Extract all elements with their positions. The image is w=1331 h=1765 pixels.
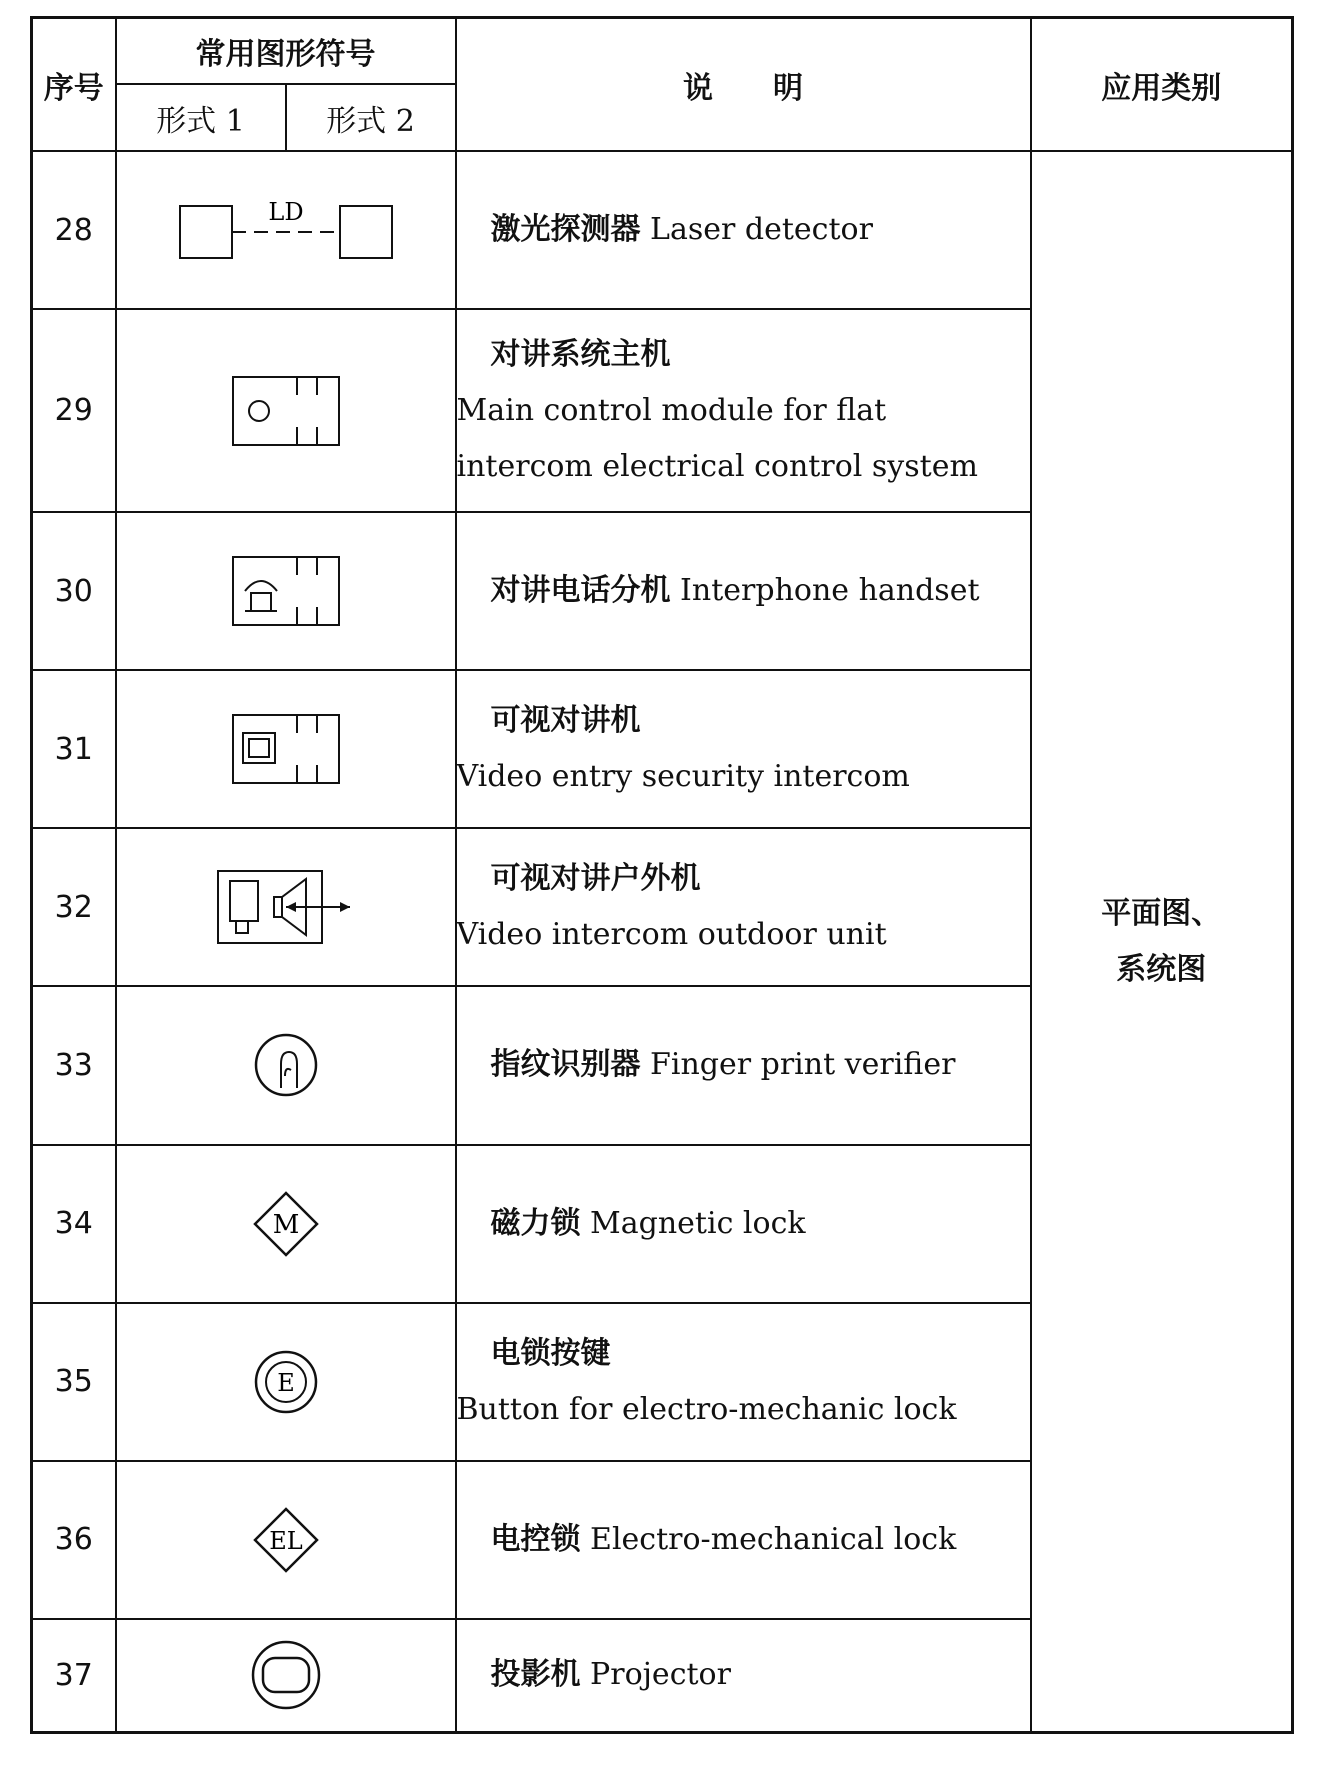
description-cell xyxy=(456,1461,1031,1619)
description-en: Main control module for flat intercom electrical control system xyxy=(456,392,978,484)
electro-mechanical-lock-icon xyxy=(251,1505,321,1575)
header-form1: 形式 1 xyxy=(116,84,286,151)
video-intercom-outdoor-icon xyxy=(216,867,356,947)
laser-detector-label: LD xyxy=(267,198,304,227)
interphone-handset-icon xyxy=(231,553,341,629)
description-en: Button for electro-mechanic lock xyxy=(456,1391,957,1427)
magnetic-lock-icon xyxy=(251,1189,321,1259)
symbol-table-sheet xyxy=(30,16,1291,1734)
description-en: Video entry security intercom xyxy=(456,759,910,795)
row-number: 32 xyxy=(32,828,116,986)
description-cn: 指纹识别器 xyxy=(490,1047,641,1083)
description-cell xyxy=(456,828,1031,986)
description-cn: 激光探测器 xyxy=(490,212,641,248)
symbol-cell xyxy=(116,1619,456,1733)
header-description: 说 明 xyxy=(456,18,1031,152)
table-row xyxy=(32,151,1293,309)
description-cn: 磁力锁 xyxy=(490,1205,581,1241)
description-cell xyxy=(456,1303,1031,1461)
row-number: 34 xyxy=(32,1145,116,1303)
description-en: Video intercom outdoor unit xyxy=(456,917,887,953)
category-line2: 系统图 xyxy=(1116,951,1207,987)
projector-icon xyxy=(249,1638,323,1712)
symbol-cell xyxy=(116,1461,456,1619)
description-cn: 可视对讲户外机 xyxy=(490,861,701,897)
description-cn: 投影机 xyxy=(490,1657,581,1693)
symbol-cell xyxy=(116,151,456,309)
header-row-1 xyxy=(32,18,1293,85)
symbol-cell xyxy=(116,986,456,1144)
laser-detector-icon xyxy=(176,198,396,262)
symbol-cell xyxy=(116,1145,456,1303)
row-number: 35 xyxy=(32,1303,116,1461)
row-number: 33 xyxy=(32,986,116,1144)
header-symbols: 常用图形符号 xyxy=(116,18,456,85)
symbol-cell xyxy=(116,828,456,986)
header-form2: 形式 2 xyxy=(286,84,456,151)
electro-mechanical-lock-label: EL xyxy=(268,1526,303,1555)
description-cn: 对讲电话分机 xyxy=(490,573,671,609)
header-category: 应用类别 xyxy=(1031,18,1293,152)
intercom-main-unit-icon xyxy=(231,373,341,449)
row-number: 36 xyxy=(32,1461,116,1619)
category-cell xyxy=(1031,151,1293,1732)
description-en: Electro-mechanical lock xyxy=(590,1521,957,1557)
symbol-cell xyxy=(116,512,456,670)
description-en: Finger print verifier xyxy=(650,1047,956,1083)
description-cell xyxy=(456,670,1031,828)
description-cell xyxy=(456,309,1031,512)
electro-lock-button-icon xyxy=(251,1347,321,1417)
row-number: 29 xyxy=(32,309,116,512)
description-cell xyxy=(456,986,1031,1144)
description-en: Laser detector xyxy=(650,212,873,248)
magnetic-lock-label: M xyxy=(272,1209,299,1240)
description-en: Magnetic lock xyxy=(590,1205,806,1241)
description-cell xyxy=(456,1619,1031,1733)
symbol-cell xyxy=(116,309,456,512)
symbol-cell xyxy=(116,670,456,828)
description-en: Interphone handset xyxy=(680,573,980,609)
symbol-table xyxy=(30,16,1294,1734)
description-cn: 可视对讲机 xyxy=(490,703,641,739)
category-line1: 平面图、 xyxy=(1101,895,1222,931)
header-index: 序号 xyxy=(32,18,116,152)
description-en: Projector xyxy=(590,1657,731,1693)
description-cn: 对讲系统主机 xyxy=(490,336,671,372)
row-number: 37 xyxy=(32,1619,116,1733)
symbol-cell xyxy=(116,1303,456,1461)
description-cell xyxy=(456,1145,1031,1303)
video-intercom-icon xyxy=(231,711,341,787)
description-cell xyxy=(456,512,1031,670)
row-number: 31 xyxy=(32,670,116,828)
electro-lock-button-label: E xyxy=(276,1368,295,1397)
row-number: 28 xyxy=(32,151,116,309)
description-cn: 电控锁 xyxy=(490,1521,581,1557)
description-cn: 电锁按键 xyxy=(490,1335,611,1371)
row-number: 30 xyxy=(32,512,116,670)
fingerprint-verifier-icon xyxy=(251,1030,321,1100)
description-cell xyxy=(456,151,1031,309)
